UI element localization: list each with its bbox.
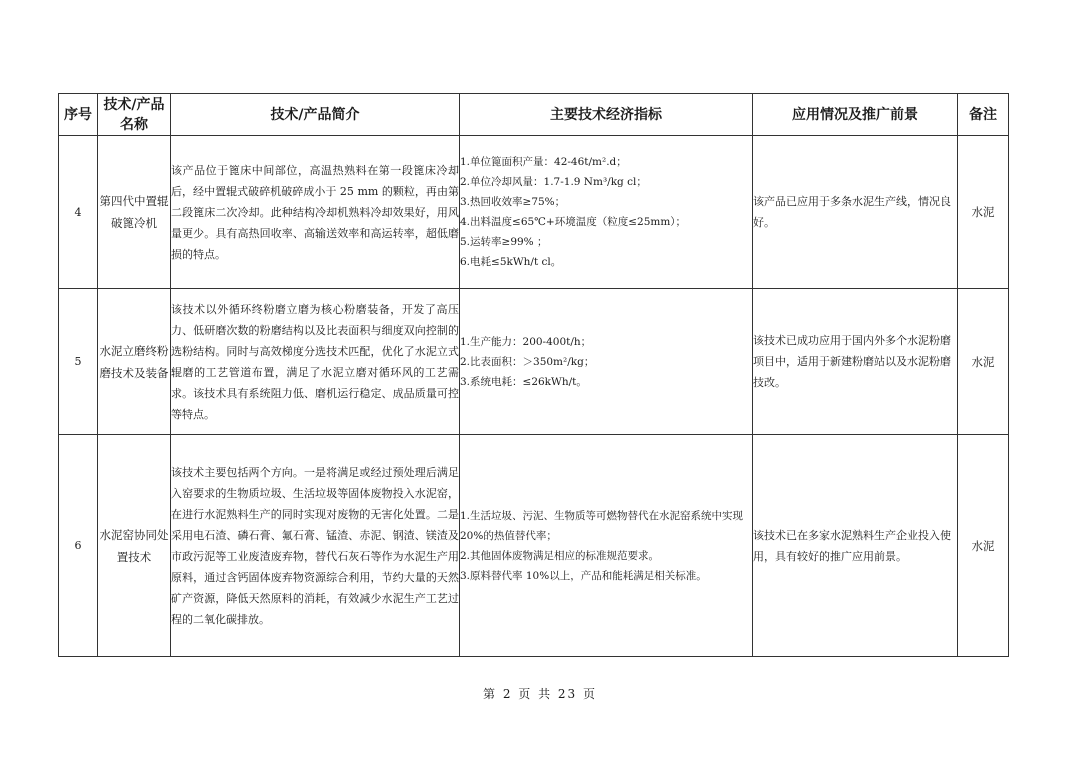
technology-table xyxy=(58,93,1009,657)
table-row xyxy=(59,289,1009,435)
table-header-row xyxy=(59,94,1009,136)
header-indicators: 主要技术经济指标 xyxy=(460,94,753,136)
table-row xyxy=(59,435,1009,657)
tech-name: 水泥立磨终粉磨技术及装备 xyxy=(98,289,171,435)
tech-intro: 该技术以外循环终粉磨立磨为核心粉磨装备，开发了高压力、低研磨次数的粉磨结构以及比表面积与细度双向控制的选粉结构。同时与高效梯度分选技术匹配，优化了水泥立式辊磨的工艺管道布置，满足了水泥立磨对循环风的工艺需求。该技术具有系统阻力低、磨机运行稳定、成品质量可控等特点。 xyxy=(171,289,460,435)
header-name-line1: 技术/产品 xyxy=(103,96,165,113)
header-no: 序号 xyxy=(59,94,98,136)
indicator-line: 2.单位冷却风量：1.7-1.9 Nm³/kg cl； xyxy=(460,176,647,188)
indicator-line: 5.运转率≥99% ； xyxy=(460,236,548,248)
page-number: 第 2 页 共 23 页 xyxy=(483,687,597,701)
header-name-line2: 名称 xyxy=(120,116,148,133)
tech-name: 第四代中置辊破篦冷机 xyxy=(98,136,171,289)
header-name xyxy=(98,94,171,136)
remarks: 水泥 xyxy=(958,289,1009,435)
tech-indicators xyxy=(460,289,753,435)
indicator-line: 4.出料温度≤65℃+环境温度（粒度≤25mm）； xyxy=(460,216,687,228)
header-remarks: 备注 xyxy=(958,94,1009,136)
indicator-line: 2.比表面积：＞350m²/kg； xyxy=(460,355,595,368)
remarks: 水泥 xyxy=(958,435,1009,657)
application-status: 该技术已成功应用于国内外多个水泥粉磨项目中，适用于新建粉磨站以及水泥粉磨技改。 xyxy=(753,289,958,435)
tech-indicators xyxy=(460,136,753,289)
tech-intro: 该产品位于篦床中间部位，高温热熟料在第一段篦床冷却后，经中置辊式破碎机破碎成小于 25 mm 的颗粒，再由第二段篦床二次冷却。此种结构冷却机熟料冷却效果好，用风量更少。具有高热回收率、高输送效率和高运转率，超低磨损的特点。 xyxy=(171,136,460,289)
indicator-line: 3.热回收效率≥75%； xyxy=(460,196,566,208)
indicator-line: 1.生活垃圾、污泥、生物质等可燃物替代在水泥窑系统中实现 20%的热值替代率； xyxy=(460,509,744,542)
tech-name: 水泥窑协同处置技术 xyxy=(98,435,171,657)
table-row xyxy=(59,136,1009,289)
indicator-line: 1.生产能力：200-400t/h； xyxy=(460,335,592,348)
tech-indicators xyxy=(460,435,753,657)
application-status: 该产品已应用于多条水泥生产线，情况良好。 xyxy=(753,136,958,289)
indicator-line: 2.其他固体废物满足相应的标准规范要求。 xyxy=(460,549,660,562)
indicator-line: 6.电耗≤5kWh/t cl。 xyxy=(460,256,562,268)
application-status: 该技术已在多家水泥熟料生产企业投入使用，具有较好的推广应用前景。 xyxy=(753,435,958,657)
row-number: 5 xyxy=(59,289,98,435)
header-application: 应用情况及推广前景 xyxy=(753,94,958,136)
tech-intro: 该技术主要包括两个方向。一是将满足或经过预处理后满足入窑要求的生物质垃圾、生活垃圾等固体废物投入水泥窑，在进行水泥熟料生产的同时实现对废物的无害化处置。二是采用电石渣、磷石膏、氟石膏、锰渣、赤泥、钢渣、镁渣及市政污泥等工业废渣废弃物，替代石灰石等作为水泥生产用原料，通过含钙固体废弃物资源综合利用，节约大量的天然矿产资源，降低天然原料的消耗，有效减少水泥生产工艺过程的二氧化碳排放。 xyxy=(171,435,460,657)
row-number: 4 xyxy=(59,136,98,289)
indicator-line: 1.单位篦面积产量：42-46t/m².d； xyxy=(460,156,627,168)
row-number: 6 xyxy=(59,435,98,657)
indicator-line: 3.系统电耗：≤26kWh/t。 xyxy=(460,375,587,388)
remarks: 水泥 xyxy=(958,136,1009,289)
indicator-line: 3.原料替代率 10%以上，产品和能耗满足相关标准。 xyxy=(460,569,707,582)
header-intro: 技术/产品简介 xyxy=(171,94,460,136)
